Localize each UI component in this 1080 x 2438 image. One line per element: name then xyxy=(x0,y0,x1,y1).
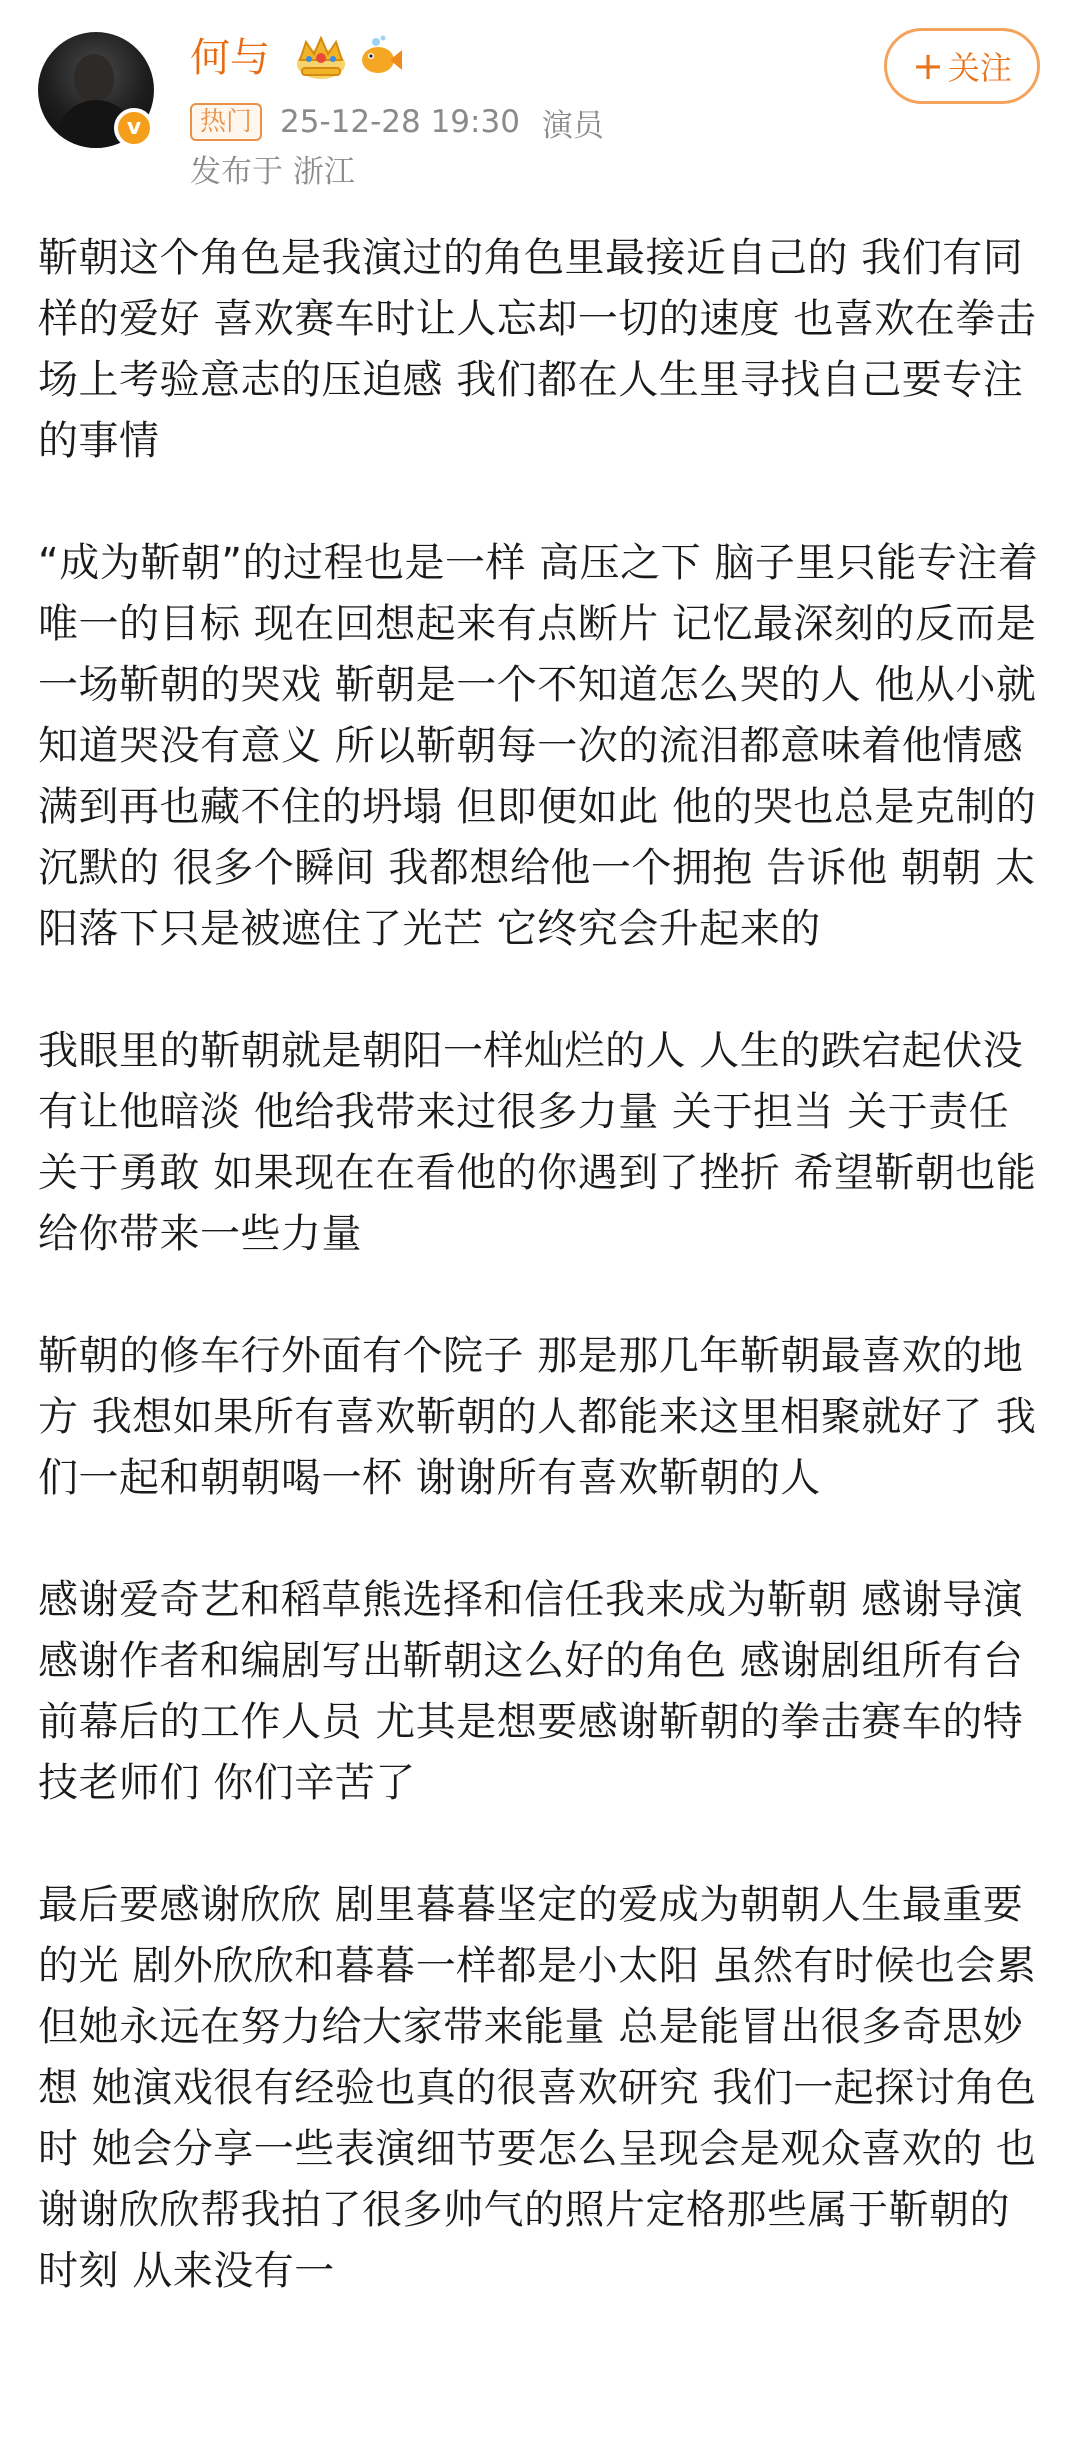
post-paragraph-3: 我眼里的靳朝就是朝阳一样灿烂的人 人生的跌宕起伏没有让他暗淡 他给我带来过很多力量 关于担当 关于责任 关于勇敢 如果现在在看他的你遇到了挫折 希望靳朝也能给你带来一些力量 xyxy=(38,1028,1037,1257)
post-body xyxy=(38,228,1048,2363)
post-paragraph-2: “成为靳朝”的过程也是一样 高压之下 脑子里只能专注着唯一的目标 现在回想起来有点断片 记忆最深刻的反而是一场靳朝的哭戏 靳朝是一个不知道怎么哭的人 他从小就知道哭没有意义 所以靳朝每一次的流泪都意味着他情感满到再也藏不住的坍塌 但即便如此 他的哭也总是克制的 沉默的 很多个瞬间 我都想给他一个拥抱 告诉他 朝朝 太阳落下只是被遮住了光芒 它终究会升起来的 xyxy=(38,540,1039,952)
post-paragraph-1: 靳朝这个角色是我演过的角色里最接近自己的 我们有同样的爱好 喜欢赛车时让人忘却一切的速度 也喜欢在拳击场上考验意志的压迫感 我们都在人生里寻找自己要专注的事情 xyxy=(38,235,1037,464)
post-timestamp: 25-12-28 19:30 xyxy=(280,104,520,140)
avatar-head-shape xyxy=(74,54,114,102)
crown-icon[interactable] xyxy=(292,34,350,82)
verified-badge-icon: v xyxy=(114,108,154,148)
post-header xyxy=(0,0,1080,210)
follow-label: 关注 xyxy=(947,49,1012,87)
post-paragraph-6: 最后要感谢欣欣 剧里暮暮坚定的爱成为朝朝人生最重要的光 剧外欣欣和暮暮一样都是小太阳 虽然有时候也会累 但她永远在努力给大家带来能量 总是能冒出很多奇思妙想 她演戏很有经验也真的很喜欢研究 我们一起探讨角色时 她会分享一些表演细节要怎么呈现会是观众喜欢的 也谢谢欣欣帮我拍了很多帅气的照片定格那些属于靳朝的时刻 从来没有一 xyxy=(38,1882,1037,2294)
user-role: 演员 xyxy=(541,107,604,144)
post-paragraph-5: 感谢爱奇艺和稻草熊选择和信任我来成为靳朝 感谢导演 感谢作者和编剧写出靳朝这么好的角色 感谢剧组所有台前幕后的工作人员 尤其是想要感谢靳朝的拳击赛车的特技老师们 你们辛苦了 xyxy=(38,1577,1024,1806)
username[interactable]: 何与 xyxy=(190,35,270,81)
post-location: 发布于 浙江 xyxy=(190,154,355,190)
follow-button[interactable] xyxy=(884,28,1040,104)
post-paragraph-4: 靳朝的修车行外面有个院子 那是那几年靳朝最喜欢的地方 我想如果所有喜欢靳朝的人都能来这里相聚就好了 我们一起和朝朝喝一杯 谢谢所有喜欢靳朝的人 xyxy=(38,1333,1037,1501)
hot-tag[interactable]: 热门 xyxy=(190,103,262,141)
plus-icon: + xyxy=(912,44,944,88)
fish-icon[interactable] xyxy=(356,34,404,82)
meta-row xyxy=(190,102,604,142)
